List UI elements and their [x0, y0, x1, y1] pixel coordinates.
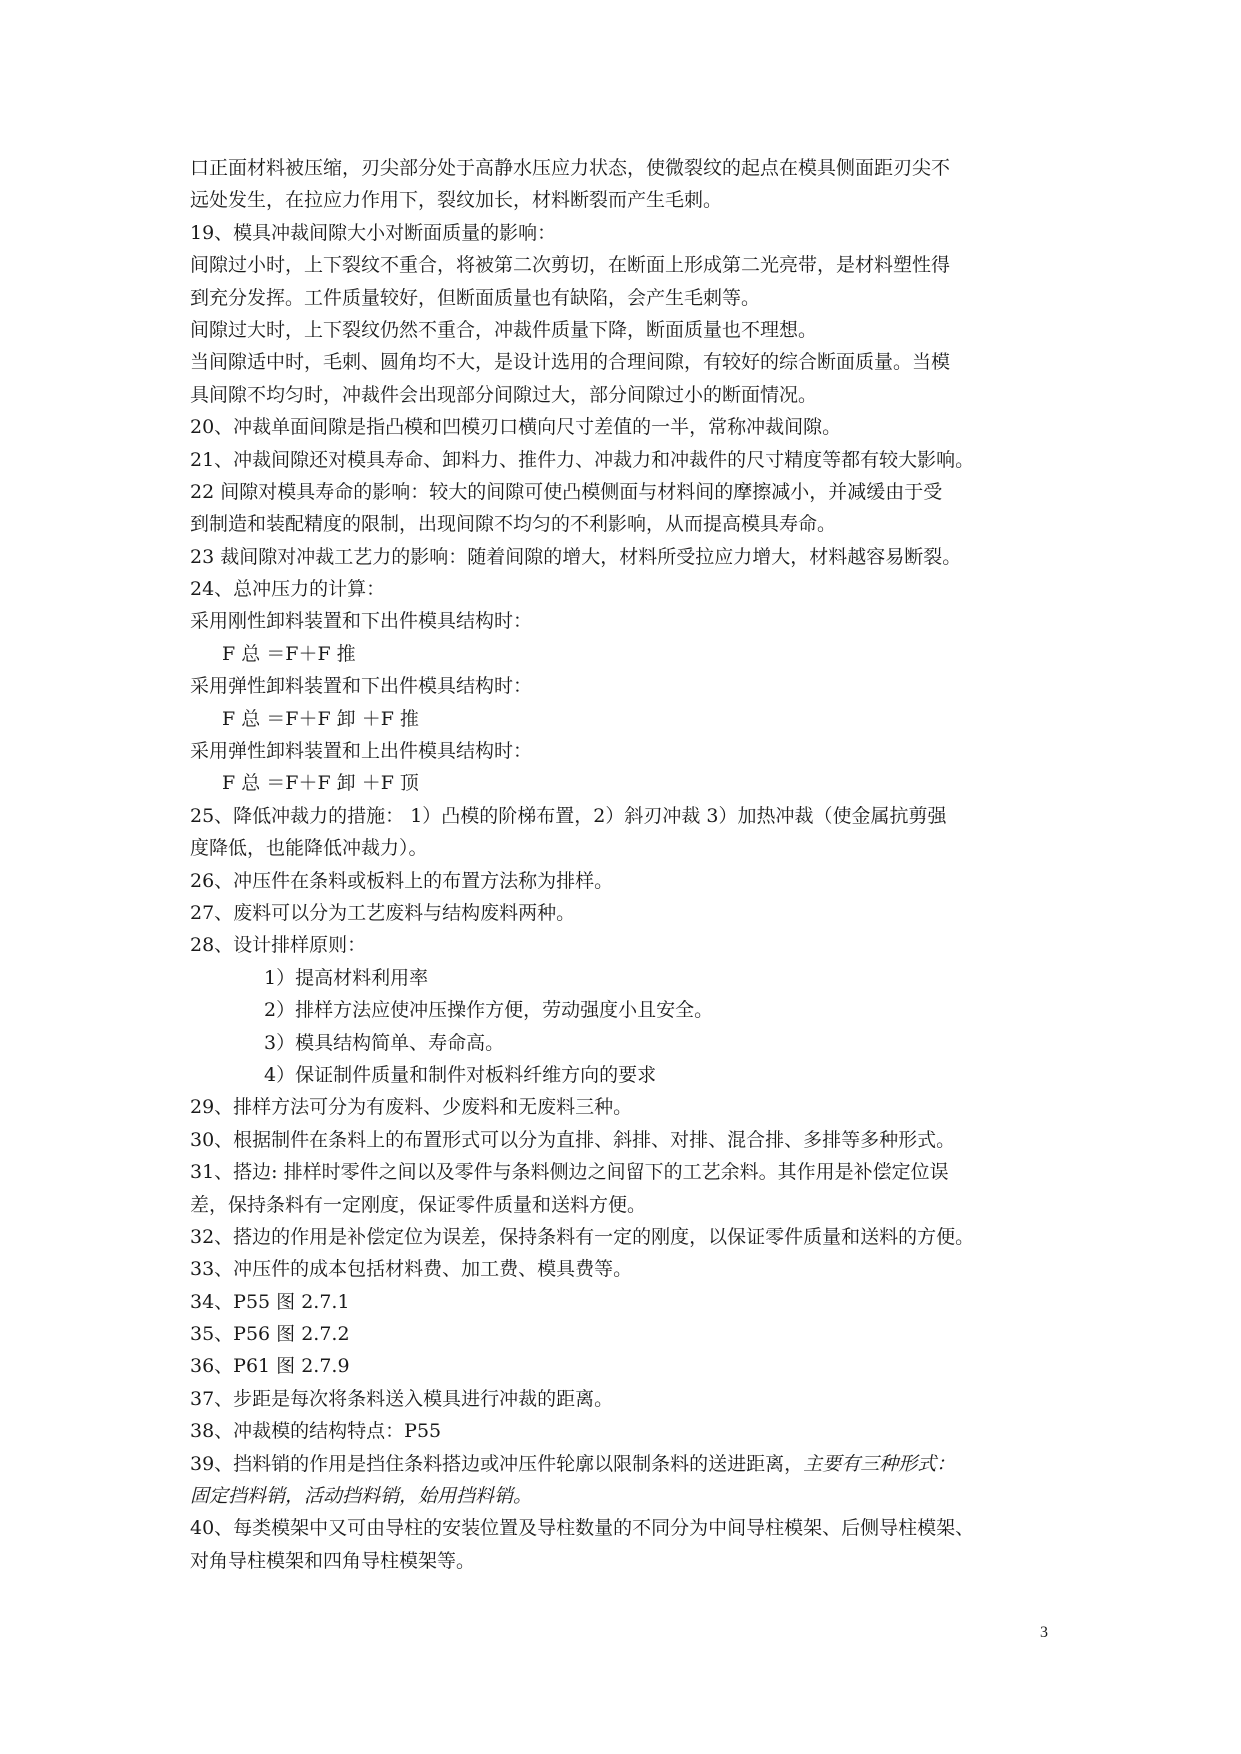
- text-line: 35、P56 图 2.7.2: [190, 1323, 350, 1346]
- text-line: 21、冲裁间隙还对模具寿命、卸料力、推件力、冲裁力和冲裁件的尺寸精度等都有较大影响。: [190, 448, 975, 471]
- list-item: 2）排样方法应使冲压操作方便，劳动强度小且安全。: [264, 999, 714, 1022]
- text-line: 采用刚性卸料装置和下出件模具结构时：: [190, 610, 533, 633]
- text-line: 20、冲裁单面间隙是指凸模和凹模刃口横向尺寸差值的一半，常称冲裁间隙。: [190, 416, 842, 439]
- text-line: 当间隙适中时，毛刺、圆角均不大，是设计选用的合理间隙，有较好的综合断面质量。当模: [190, 351, 951, 374]
- text-line: 37、步距是每次将条料送入模具进行冲裁的距离。: [190, 1387, 614, 1410]
- text-line: 度降低，也能降低冲裁力）。: [190, 837, 428, 860]
- text-line: 40、每类模架中又可由导柱的安装位置及导柱数量的不同分为中间导柱模架、后侧导柱模架、: [190, 1517, 975, 1540]
- text-line: 22 间隙对模具寿命的影响：较大的间隙可使凸模侧面与材料间的摩擦减小，并减缓由于受: [190, 480, 943, 503]
- list-item: 1）提高材料利用率: [264, 966, 429, 989]
- text-line: 间隙过小时，上下裂纹不重合，将被第二次剪切，在断面上形成第二光亮带，是材料塑性得: [190, 254, 951, 277]
- text-line: 到制造和装配精度的限制，出现间隙不均匀的不利影响，从而提高模具寿命。: [190, 513, 837, 536]
- italic-text: 主要有三种形式：: [803, 1452, 956, 1475]
- page-number: 3: [1040, 1624, 1048, 1641]
- text-segment: 39、挡料销的作用是挡住条料搭边或冲压件轮廓以限制条料的送进距离，: [190, 1452, 804, 1475]
- text-line: 24、总冲压力的计算：: [190, 578, 386, 601]
- formula-line: F 总 ＝F＋F 推: [222, 642, 356, 665]
- text-line: 38、冲裁模的结构特点：P55: [190, 1420, 442, 1443]
- document-body: [190, 152, 1060, 1577]
- text-line: 采用弹性卸料装置和下出件模具结构时：: [190, 675, 533, 698]
- text-line: 34、P55 图 2.7.1: [190, 1290, 350, 1313]
- text-line: 27、废料可以分为工艺废料与结构废料两种。: [190, 901, 576, 924]
- text-line: 具间隙不均匀时，冲裁件会出现部分间隙过大，部分间隙过小的断面情况。: [190, 383, 818, 406]
- text-line: 32、搭边的作用是补偿定位为误差，保持条料有一定的刚度，以保证零件质量和送料的方便。: [190, 1225, 975, 1248]
- text-line: [190, 1448, 1060, 1480]
- list-item: 3）模具结构简单、寿命高。: [264, 1031, 505, 1054]
- formula-line: F 总 ＝F＋F 卸 ＋F 推: [222, 707, 419, 730]
- list-item: 4）保证制件质量和制件对板料纤维方向的要求: [264, 1063, 657, 1086]
- text-line: 远处发生，在拉应力作用下，裂纹加长，材料断裂而产生毛刺。: [190, 189, 723, 212]
- text-line: 23 裁间隙对冲裁工艺力的影响：随着间隙的增大，材料所受拉应力增大，材料越容易断裂。: [190, 545, 962, 568]
- text-line: 31、搭边: 排样时零件之间以及零件与条料侧边之间留下的工艺余料。其作用是补偿定位误: [190, 1161, 949, 1184]
- text-line: 29、排样方法可分为有废料、少废料和无废料三种。: [190, 1096, 633, 1119]
- text-line: 差，保持条料有一定刚度，保证零件质量和送料方便。: [190, 1193, 647, 1216]
- text-line: 19、模具冲裁间隙大小对断面质量的影响：: [190, 221, 557, 244]
- italic-text-line: 固定挡料销，活动挡料销，始用挡料销。: [190, 1485, 533, 1508]
- text-line: 口正面材料被压缩，刃尖部分处于高静水压应力状态，使微裂纹的起点在模具侧面距刃尖不: [190, 157, 951, 179]
- text-line: 26、冲压件在条料或板料上的布置方法称为排样。: [190, 869, 614, 892]
- text-line: 33、冲压件的成本包括材料费、加工费、模具费等。: [190, 1258, 633, 1281]
- text-line: 28、设计排样原则：: [190, 934, 367, 957]
- text-line: 采用弹性卸料装置和上出件模具结构时：: [190, 740, 533, 763]
- formula-line: F 总 ＝F＋F 卸 ＋F 顶: [222, 772, 419, 795]
- text-line: 36、P61 图 2.7.9: [190, 1355, 350, 1378]
- text-line: 到充分发挥。工件质量较好，但断面质量也有缺陷，会产生毛刺等。: [190, 286, 761, 309]
- text-line: 对角导柱模架和四角导柱模架等。: [190, 1549, 476, 1572]
- text-line: 间隙过大时，上下裂纹仍然不重合，冲裁件质量下降，断面质量也不理想。: [190, 318, 818, 341]
- text-line: 25、降低冲裁力的措施： 1）凸模的阶梯布置，2）斜刃冲裁 3）加热冲裁（使金属抗剪强: [190, 804, 947, 827]
- text-line: 30、根据制件在条料上的布置形式可以分为直排、斜排、对排、混合排、多排等多种形式。: [190, 1128, 956, 1151]
